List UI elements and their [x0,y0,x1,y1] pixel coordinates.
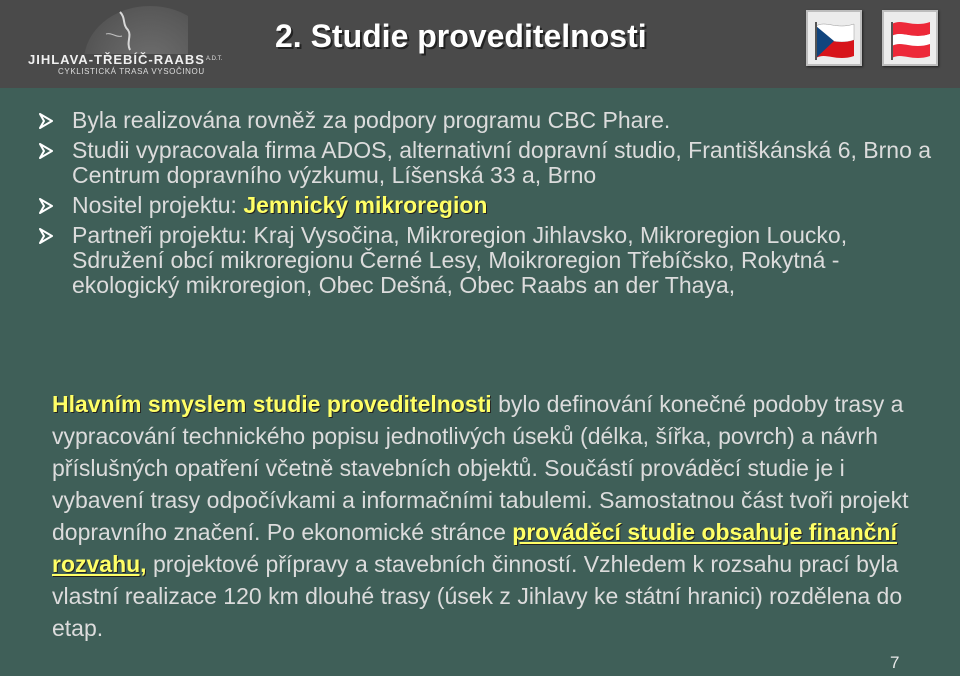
logo [28,2,223,82]
arrow-bullet-icon [38,113,54,129]
highlight-text: Jemnický mikroregion [243,192,488,218]
page-number: 7 [890,653,900,672]
list-item [38,193,938,218]
list-item-text: Studii vypracovala firma ADOS, alternativní dopravní studio, Františkánská 6, Brno a Centrum dopravního výzkumu, Líšenská 33 a, Brno [72,137,932,188]
list-item [38,223,938,298]
logo-subtitle: CYKLISTICKÁ TRASA VYSOČINOU [58,67,205,76]
bullet-list [38,108,938,303]
austrian-flag-icon [882,10,938,66]
logo-suffix: A.D.T. [206,56,223,62]
logo-arc [56,4,188,54]
list-item [38,108,938,133]
list-item-prefix: Nositel projektu: [72,192,244,218]
paragraph-text: projektové přípravy a stavebních činností. Vzhledem k rozsahu prací byla vlastní realizace 120 km dlouhé trasy (úsek z Jihlavy ke státní hranici) rozdělena do etap. [52,551,903,641]
map-outline-icon [56,4,188,54]
page-title: 2. Studie proveditelnosti [275,18,647,54]
highlight-text: prováděcí studie obsahuje finanční rozvahu, [52,519,897,577]
list-item-text: Byla realizována rovněž za podpory programu CBC Phare. [72,107,671,133]
header-bar [0,0,960,88]
arrow-bullet-icon [38,143,54,159]
paragraph-text: bylo definování konečné podoby trasy a vypracování technického popisu jednotlivých úseků (délka, šířka, povrch) a návrh příslušných opatření včetně stavebních objektů. Součástí prováděcí studie je i vybavení trasy odpočívkami a informačními tabulemi. Samostatnou část tvoři projekt dopravního značení. Po ekonomické stránce [52,391,909,545]
main-paragraph [52,388,932,644]
arrow-bullet-icon [38,228,54,244]
list-item-text: Partneři projektu: Kraj Vysočina, Mikroregion Jihlavsko, Mikroregion Loucko, Sdružení obcí mikroregionu Černé Lesy, Moikroregion Třebíčsko, Rokytná - ekologický mikroregion, Obec Dešná, Obec Raabs an der Thaya, [72,222,848,298]
arrow-bullet-icon [38,198,54,214]
list-item [38,138,938,188]
czech-flag-icon [806,10,862,66]
logo-name: JIHLAVA-TŘEBÍČ-RAABS [28,52,205,67]
highlight-text: Hlavním smyslem studie proveditelnosti [52,391,492,417]
